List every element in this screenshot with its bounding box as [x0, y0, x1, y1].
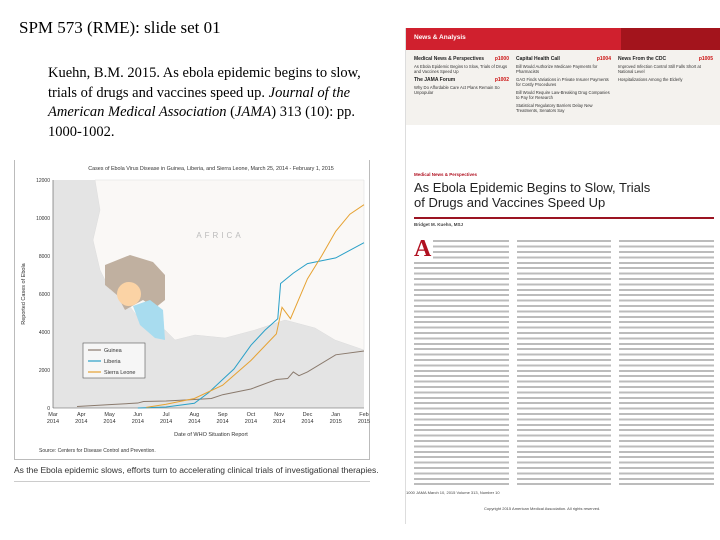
news-banner — [406, 28, 720, 50]
toc-head: The JAMA Forum — [414, 77, 456, 83]
y-tick-label: 6000 — [38, 292, 50, 298]
citation-authors: Kuehn, B.M. 2015. As ebola epidemic begins to slow, trials of drugs and vaccines speed up. — [48, 65, 361, 101]
toc-item: Statistical Regulatory Barriers Delay New Treatments, Senators Say — [516, 103, 593, 113]
y-tick-label: 4000 — [38, 330, 50, 336]
x-tick-label: Dec 2014 — [301, 412, 314, 425]
divider — [14, 481, 370, 482]
legend-label: Sierra Leone — [104, 370, 136, 376]
x-axis-label: Date of WHO Situation Report — [174, 432, 248, 438]
title-rule — [414, 217, 714, 219]
y-tick-label: 8000 — [38, 254, 50, 260]
x-tick-label: Jun 2014 — [131, 412, 144, 425]
copyright: Copyright 2015 American Medical Association. All rights reserved. — [484, 506, 601, 511]
figure-caption: As the Ebola epidemic slows, efforts turn to accelerating clinical trials of investigational therapies. — [14, 465, 379, 475]
toc-item: Why Do Affordable Care Act Plans Remain So Unpopular — [414, 85, 500, 95]
x-tick-label: Sep 2014 — [216, 412, 229, 425]
x-tick-label: Nov 2014 — [273, 412, 286, 425]
ebola-cases-chart — [15, 160, 371, 460]
article-title: As Ebola Epidemic Begins to Slow, Trials of Drugs and Vaccines Speed Up — [414, 180, 651, 210]
citation-journal: Journal of the American Medical Association — [48, 84, 351, 120]
toc-page: p1002 — [494, 77, 509, 83]
legend-label: Guinea — [104, 348, 122, 354]
toc-page: p1004 — [596, 56, 611, 62]
x-tick-label: Mar 2014 — [46, 412, 60, 425]
toc-page: p1005 — [698, 56, 713, 62]
banner-label: News & Analysis — [414, 34, 466, 41]
toc-head: Medical News & Perspectives — [414, 56, 485, 62]
drop-cap: A — [414, 236, 432, 262]
y-axis-label: Reported Cases of Ebola — [21, 263, 27, 325]
footer-text: 1000 JAMA March 10, 2015 Volume 313, Number 10 — [406, 490, 500, 495]
x-tick-label: Aug 2014 — [188, 412, 201, 425]
slide-title: SPM 573 (RME): slide set 01 — [19, 18, 221, 37]
x-tick-label: Apr 2014 — [75, 412, 88, 425]
toc-head: News From the CDC — [618, 56, 667, 62]
map-label: AFRICA — [196, 231, 244, 240]
article-body — [414, 238, 714, 488]
toc-head: Capital Health Call — [516, 56, 560, 62]
legend-label: Liberia — [104, 359, 121, 365]
chart-title: Cases of Ebola Virus Disease in Guinea, Liberia, and Sierra Leone, March 25, 2014 - February 1, 2015 — [88, 166, 334, 172]
toc-item: Bill Would Authorize Medicare Payments for Pharmacists — [516, 64, 598, 74]
citation: Kuehn, B.M. 2015. As ebola epidemic begins to slow, trials of drugs and vaccines speed up. Journal of the American Medical Association (JAMA) 313 (10): pp. 1000-1002. — [48, 65, 361, 140]
figure-source: Source: Centers for Disease Control and Prevention. — [39, 448, 156, 454]
toc-item: As Ebola Epidemic Begins to Slow, Trials of Drugs and Vaccines Speed Up — [414, 64, 508, 74]
x-tick-label: Jan 2015 — [329, 412, 342, 425]
y-tick-label: 12000 — [36, 178, 50, 184]
table-of-contents — [406, 50, 720, 125]
x-tick-label: May 2014 — [103, 412, 116, 425]
ebola-chart-figure — [14, 160, 370, 460]
toc-item: Bill Would Require Law-Breaking Drug Companies to Pay for Research — [516, 90, 610, 100]
x-tick-label: Jul 2014 — [159, 412, 173, 425]
y-tick-label: 10000 — [36, 216, 50, 222]
jama-article-page — [405, 28, 720, 524]
y-tick-label: 2000 — [38, 368, 50, 374]
toc-item: GAO Finds Variations in Private Insurer Payments for Costly Procedures — [516, 77, 609, 87]
toc-item: Hospitalizations Among the Elderly — [618, 77, 683, 82]
toc-item: Improved Infection Control Still Falls Short at National Level — [618, 64, 701, 74]
citation-details: 313 (10): pp. 1000-1002. — [48, 104, 356, 140]
chart-legend — [83, 343, 145, 378]
article-section: Medical News & Perspectives — [414, 172, 478, 177]
toc-page: p1000 — [494, 56, 509, 62]
citation-abbr: JAMA — [235, 104, 272, 120]
article-author: Bridget M. Kuehn, MSJ — [414, 222, 464, 227]
y-tick-label: 0 — [47, 406, 50, 412]
x-tick-label: Oct 2014 — [244, 412, 258, 425]
x-tick-label: Feb 2015 — [357, 412, 371, 425]
